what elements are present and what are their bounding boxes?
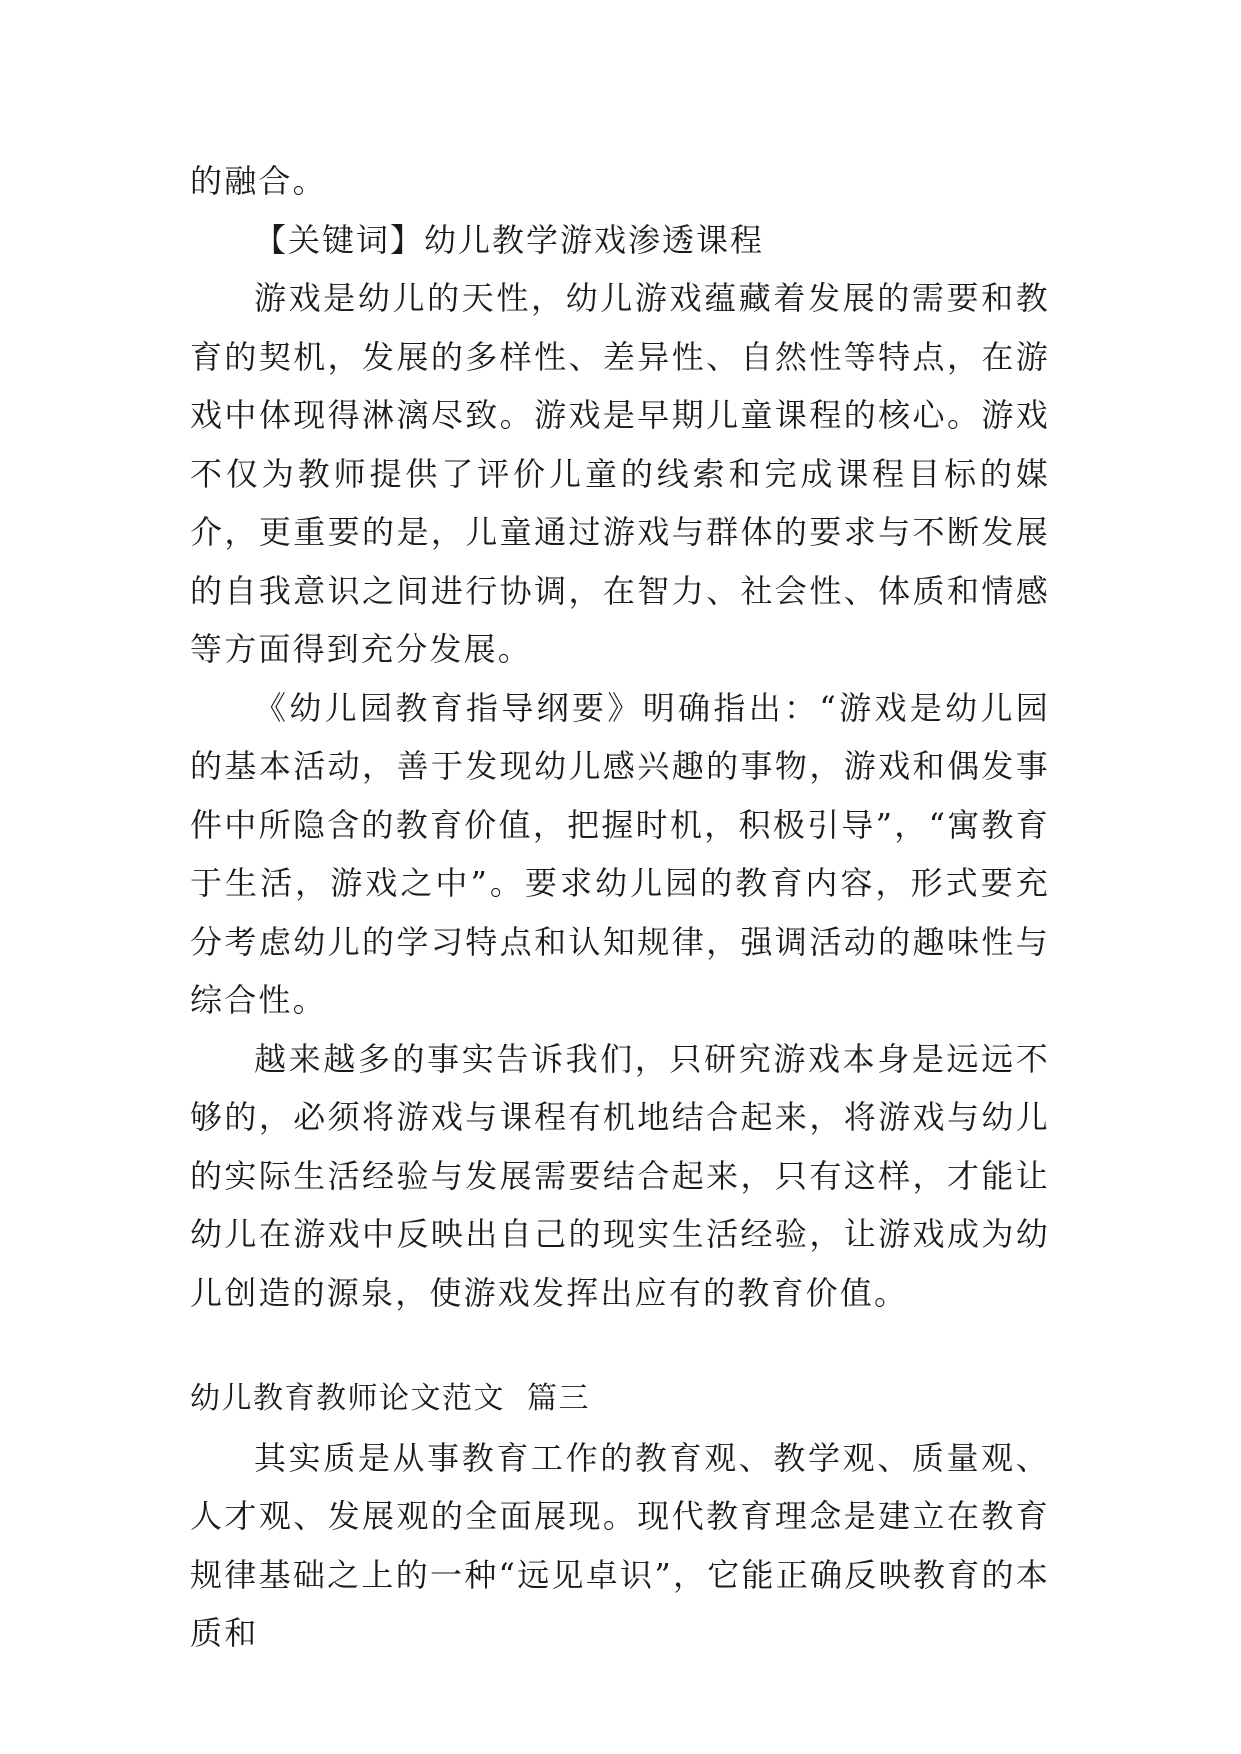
keywords-label: 【关键词】: [254, 220, 425, 259]
section-heading: [190, 1370, 1050, 1429]
document-body: [190, 152, 1050, 1663]
keywords-terms: 幼儿教学游戏渗透课程: [424, 220, 765, 259]
paragraph: 其实质是从事教育工作的教育观、教学观、质量观、人才观、发展观的全面展现。现代教育理念是建立在教育规律基础之上的一种“远见卓识”，它能正确反映教育的本质和: [190, 1438, 1050, 1652]
continuation-text: 的融合。: [190, 162, 327, 200]
keywords-line: [190, 211, 1050, 270]
paragraph: 越来越多的事实告诉我们，只研究游戏本身是远远不够的，必须将游戏与课程有机地结合起来，将游戏与幼儿的实际生活经验与发展需要结合起来，只有这样，才能让幼儿在游戏中反映出自己的现实生活经验，让游戏成为幼儿创造的源泉，使游戏发挥出应有的教育价值。: [190, 1039, 1050, 1312]
paragraph: 游戏是幼儿的天性，幼儿游戏蕴藏着发展的需要和教育的契机，发展的多样性、差异性、自然性等特点，在游戏中体现得淋漓尽致。游戏是早期儿童课程的核心。游戏不仅为教师提供了评价儿童的线索和完成课程目标的媒介，更重要的是，儿童通过游戏与群体的要求与不断发展的自我意识之间进行协调，在智力、社会性、体质和情感等方面得到充分发展。: [190, 279, 1050, 668]
section-title: 幼儿教育教师论文范文: [190, 1381, 505, 1416]
section-suffix: 篇三: [527, 1381, 590, 1416]
paragraph: 《幼儿园教育指导纲要》明确指出：“游戏是幼儿园的基本活动，善于发现幼儿感兴趣的事物，游戏和偶发事件中所隐含的教育价值，把握时机，积极引导”，“寓教育于生活，游戏之中”。要求幼儿园的教育内容，形式要充分考虑幼儿的学习特点和认知规律，强调活动的趣味性与综合性。: [190, 688, 1050, 1019]
